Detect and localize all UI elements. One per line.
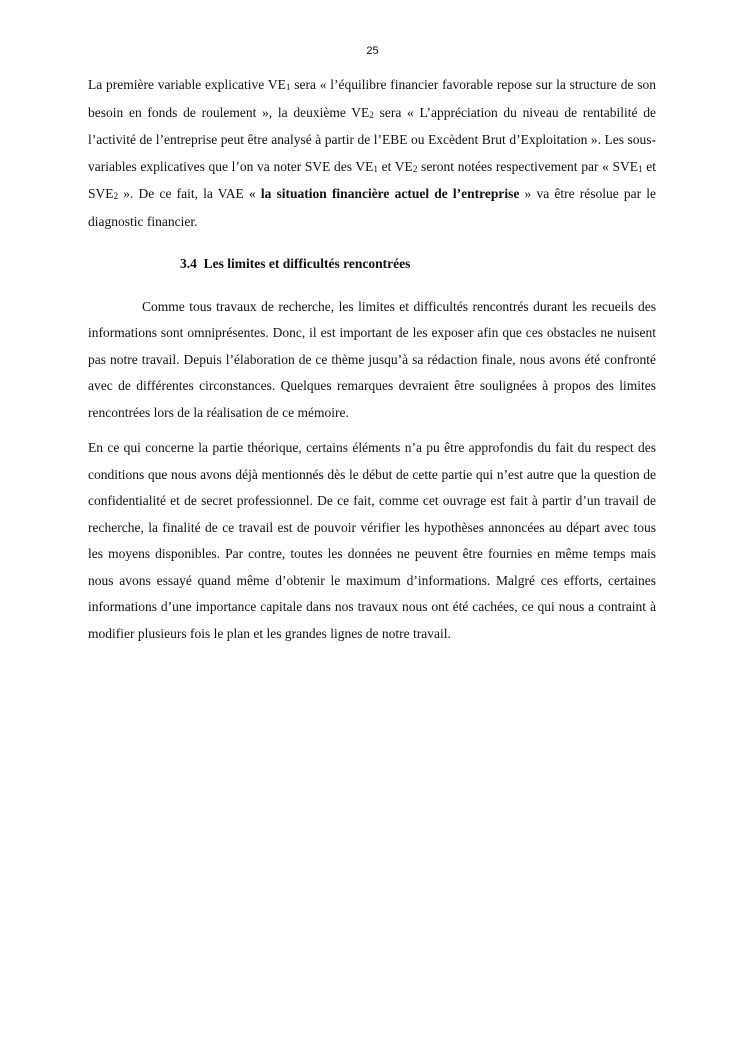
page-number: 25 — [366, 45, 379, 57]
paragraph-limits: Comme tous travaux de recherche, les limites et difficultés rencontrés durant les recueils des informations sont omniprésentes. Donc, il est important de les exposer afin que ces obstacles ne nuisent pas notre travail. Depuis l’élaboration de ce thème jusqu’à sa rédaction finale, nous avons été confronté avec de différentes circonstances. Quelques remarques devraient être soulignées à propos des limites rencontrées lors de la réalisation de ce mémoire. — [88, 298, 656, 420]
text-run: ». De ce fait, la VAE « — [118, 186, 261, 201]
subscript: 1 — [638, 163, 643, 174]
text-run: La première variable explicative VE — [88, 77, 286, 92]
section-number: 3.4 — [180, 256, 197, 271]
text-run: » va être résolue par le diagnostic financier. — [88, 186, 657, 229]
paragraph-variables — [88, 72, 656, 235]
subscript: 2 — [412, 163, 418, 174]
paragraph-theory: En ce qui concerne la partie théorique, certains éléments n’a pu être approfondis du fait du respect des conditions que nous avons déjà mentionnés dès le début de cette partie qui n’est autre que la question de confidentialité et de secret professionnel. De ce fait, comme cet ouvrage est fait à partir d’un travail de recherche, la finalité de ce travail est de pouvoir vérifier les hypothèses annoncées au départ avec tous les moyens disponibles. Par contre, toutes les données ne peuvent être fournies en même temps mais nous avons essayé quand même d’obtenir le maximum d’informations. Malgré ces efforts, certaines informations d’une importance capitale dans nos travaux nous ont été cachées, ce qui nous a contraint à modifier plusieurs fois le plan et les grandes lignes de notre travail. — [88, 440, 656, 641]
text-run: sera « L’appréciation du niveau de rentabilité de l’activité de l’entreprise peut être analysé à partir de l’EBE ou Excèdent Brut d’Exploitation ». Les sous-variables explicatives que l’on va noter SVE des VE — [88, 104, 656, 174]
document-body — [88, 72, 656, 647]
section-heading — [180, 251, 656, 278]
text-run: et VE — [378, 158, 413, 174]
subscript: 1 — [373, 163, 378, 174]
text-run: sera « l’équilibre financier favorable repose sur la structure de son besoin en fonds de roulement », la deuxième VE — [88, 77, 656, 120]
subscript: 1 — [285, 82, 291, 93]
text-run: seront notées respectivement par « SVE — [417, 158, 639, 174]
text-run: et SVE — [88, 158, 657, 201]
subscript: 2 — [369, 109, 374, 120]
section-title: Les limites et difficultés rencontrées — [203, 256, 411, 271]
bold-text: la situation financière actuel de l’entreprise — [260, 186, 520, 201]
subscript: 2 — [113, 191, 119, 202]
